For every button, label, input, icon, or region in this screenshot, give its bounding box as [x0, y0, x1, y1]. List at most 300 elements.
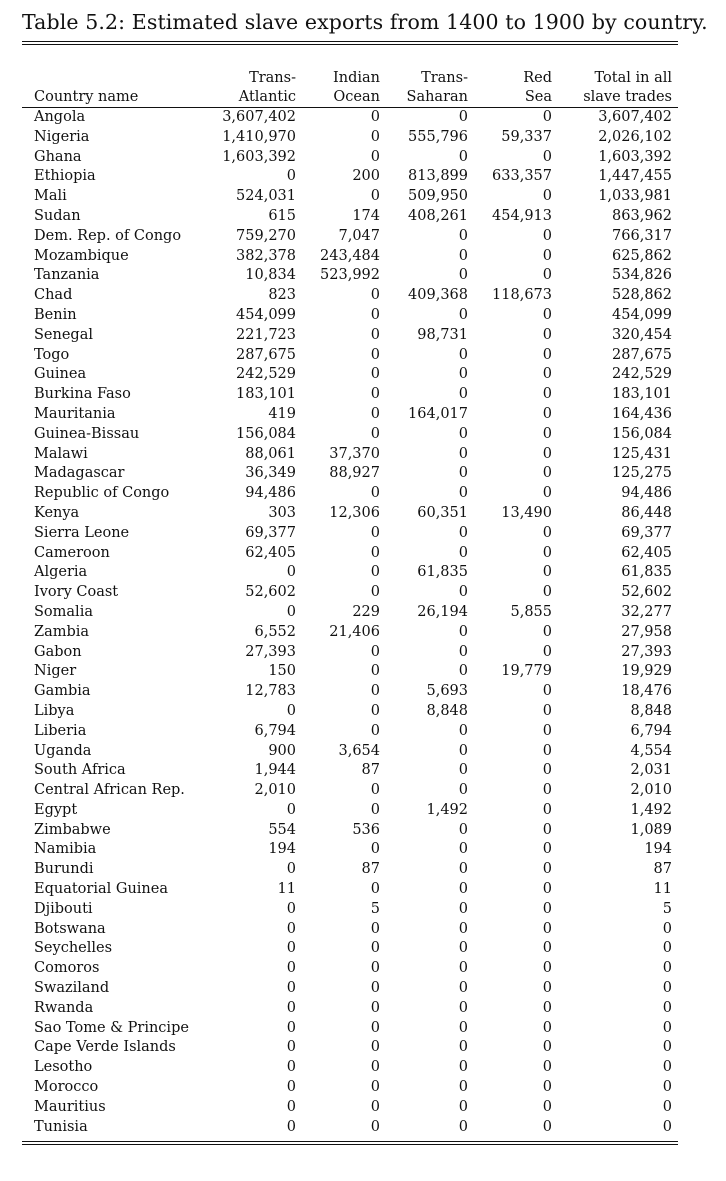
trans-atlantic-cell: 156,084 — [236, 425, 296, 442]
table-row — [22, 662, 678, 682]
indian-ocean-cell: 5 — [370, 900, 380, 917]
trans-saharan-cell: 0 — [458, 1079, 468, 1096]
indian-ocean-cell: 0 — [370, 782, 380, 799]
red-sea-cell: 0 — [542, 564, 552, 581]
country-name-cell: Sudan — [34, 207, 81, 224]
country-name-cell: Benin — [34, 306, 77, 323]
table-row — [22, 1098, 678, 1118]
indian-ocean-cell: 523,992 — [320, 267, 380, 284]
total-cell: 528,862 — [612, 287, 672, 304]
country-name-cell: Burkina Faso — [34, 386, 131, 403]
trans-saharan-cell: 0 — [458, 940, 468, 957]
total-cell: 62,405 — [621, 544, 672, 561]
trans-atlantic-cell: 0 — [286, 564, 296, 581]
trans-atlantic-cell: 759,270 — [236, 227, 296, 244]
red-sea-cell: 0 — [542, 821, 552, 838]
country-name-cell: Angola — [34, 109, 86, 125]
red-sea-cell: 0 — [542, 782, 552, 799]
red-sea-cell: 0 — [542, 841, 552, 858]
red-sea-cell: 0 — [542, 762, 552, 779]
table-row — [22, 860, 678, 880]
trans-saharan-cell: 0 — [458, 742, 468, 759]
red-sea-cell: 633,357 — [492, 168, 552, 185]
trans-saharan-cell: 5,693 — [426, 683, 468, 700]
indian-ocean-cell: 243,484 — [320, 247, 380, 264]
table-row — [22, 425, 678, 445]
total-cell: 52,602 — [621, 584, 672, 601]
total-cell: 242,529 — [612, 366, 672, 383]
red-sea-cell: 0 — [542, 999, 552, 1016]
table-row — [22, 187, 678, 207]
red-sea-cell: 0 — [542, 881, 552, 898]
total-cell: 287,675 — [612, 346, 672, 363]
total-cell: 125,275 — [612, 465, 672, 482]
trans-saharan-cell: 0 — [458, 148, 468, 165]
trans-atlantic-cell: 0 — [286, 999, 296, 1016]
total-cell: 320,454 — [612, 326, 672, 343]
total-cell: 19,929 — [621, 663, 672, 680]
indian-ocean-cell: 229 — [352, 603, 380, 620]
indian-ocean-cell: 0 — [370, 702, 380, 719]
table-row — [22, 1118, 678, 1138]
red-sea-cell: 0 — [542, 366, 552, 383]
total-cell: 0 — [662, 940, 672, 957]
red-sea-cell: 0 — [542, 227, 552, 244]
total-cell: 1,089 — [630, 821, 672, 838]
country-name-cell: Ghana — [34, 148, 82, 165]
total-cell: 18,476 — [621, 683, 672, 700]
header-total-line1: Total in all — [594, 70, 672, 86]
table-row — [22, 840, 678, 860]
total-cell: 625,862 — [612, 247, 672, 264]
red-sea-cell: 0 — [542, 188, 552, 205]
table-row — [22, 563, 678, 583]
indian-ocean-cell: 0 — [370, 1019, 380, 1036]
country-name-cell: Madagascar — [34, 465, 125, 482]
table-row — [22, 999, 678, 1019]
red-sea-cell: 0 — [542, 801, 552, 818]
indian-ocean-cell: 0 — [370, 306, 380, 323]
trans-atlantic-cell: 0 — [286, 1098, 296, 1115]
total-cell: 0 — [662, 960, 672, 977]
slave-exports-table — [22, 69, 678, 1137]
trans-saharan-cell: 98,731 — [417, 326, 468, 343]
table-row — [22, 544, 678, 564]
header-row-top — [22, 69, 678, 88]
total-cell: 183,101 — [612, 386, 672, 403]
table-row — [22, 583, 678, 603]
indian-ocean-cell: 0 — [370, 841, 380, 858]
red-sea-cell: 0 — [542, 405, 552, 422]
indian-ocean-cell: 12,306 — [329, 504, 380, 521]
country-name-cell: Somalia — [34, 603, 93, 620]
red-sea-cell: 0 — [542, 544, 552, 561]
table-row — [22, 920, 678, 940]
red-sea-cell: 19,779 — [501, 663, 552, 680]
table-row — [22, 742, 678, 762]
red-sea-cell: 0 — [542, 1079, 552, 1096]
country-name-cell: Liberia — [34, 722, 87, 739]
table-row — [22, 207, 678, 227]
header-trans-saharan-line2: Saharan — [386, 88, 474, 108]
country-name-cell: Lesotho — [34, 1059, 93, 1076]
trans-saharan-cell: 0 — [458, 861, 468, 878]
red-sea-cell: 0 — [542, 346, 552, 363]
trans-saharan-cell: 0 — [458, 227, 468, 244]
table-row — [22, 445, 678, 465]
total-cell: 11 — [653, 881, 672, 898]
indian-ocean-cell: 0 — [370, 366, 380, 383]
red-sea-cell: 0 — [542, 920, 552, 937]
country-name-cell: Ivory Coast — [34, 584, 119, 601]
trans-saharan-cell: 8,848 — [426, 702, 468, 719]
indian-ocean-cell: 0 — [370, 287, 380, 304]
trans-atlantic-cell: 88,061 — [245, 445, 296, 462]
red-sea-cell: 0 — [542, 584, 552, 601]
header-indian-ocean-line1: Indian — [333, 70, 380, 86]
red-sea-cell: 0 — [542, 306, 552, 323]
country-name-cell: Sao Tome & Principe — [34, 1019, 189, 1036]
indian-ocean-cell: 536 — [352, 821, 380, 838]
trans-atlantic-cell: 11 — [277, 881, 296, 898]
red-sea-cell: 0 — [542, 623, 552, 640]
indian-ocean-cell: 0 — [370, 999, 380, 1016]
country-name-cell: Nigeria — [34, 128, 90, 145]
country-name-cell: Algeria — [34, 564, 88, 581]
red-sea-cell: 0 — [542, 326, 552, 343]
total-cell: 0 — [662, 1059, 672, 1076]
trans-atlantic-cell: 194 — [268, 841, 296, 858]
trans-saharan-cell: 0 — [458, 485, 468, 502]
indian-ocean-cell: 0 — [370, 663, 380, 680]
indian-ocean-cell: 0 — [370, 643, 380, 660]
trans-saharan-cell: 0 — [458, 782, 468, 799]
trans-saharan-cell: 0 — [458, 900, 468, 917]
country-name-cell: Comoros — [34, 960, 100, 977]
total-cell: 766,317 — [612, 227, 672, 244]
country-name-cell: Togo — [34, 346, 70, 363]
trans-saharan-cell: 0 — [458, 960, 468, 977]
total-cell: 32,277 — [621, 603, 672, 620]
indian-ocean-cell: 200 — [352, 168, 380, 185]
indian-ocean-cell: 87 — [361, 762, 380, 779]
indian-ocean-cell: 0 — [370, 1059, 380, 1076]
country-name-cell: Tanzania — [34, 267, 100, 284]
trans-atlantic-cell: 1,603,392 — [222, 148, 296, 165]
trans-saharan-cell: 0 — [458, 999, 468, 1016]
country-name-cell: Mali — [34, 188, 67, 205]
total-cell: 156,084 — [612, 425, 672, 442]
trans-saharan-cell: 0 — [458, 346, 468, 363]
total-cell: 1,492 — [630, 801, 672, 818]
table-row — [22, 385, 678, 405]
indian-ocean-cell: 0 — [370, 564, 380, 581]
indian-ocean-cell: 0 — [370, 584, 380, 601]
trans-atlantic-cell: 0 — [286, 940, 296, 957]
trans-saharan-cell: 0 — [458, 1118, 468, 1135]
indian-ocean-cell: 7,047 — [338, 227, 380, 244]
indian-ocean-cell: 37,370 — [329, 445, 380, 462]
country-name-cell: Gabon — [34, 643, 82, 660]
indian-ocean-cell: 0 — [370, 485, 380, 502]
trans-saharan-cell: 61,835 — [417, 564, 468, 581]
red-sea-cell: 0 — [542, 980, 552, 997]
indian-ocean-cell: 0 — [370, 980, 380, 997]
trans-saharan-cell: 0 — [458, 267, 468, 284]
header-red-sea-line1: Red — [523, 70, 552, 86]
table-header — [22, 69, 678, 108]
country-name-cell: Uganda — [34, 742, 92, 759]
table-row — [22, 464, 678, 484]
red-sea-cell: 0 — [542, 861, 552, 878]
country-name-cell: Burundi — [34, 861, 94, 878]
trans-atlantic-cell: 0 — [286, 1039, 296, 1056]
total-cell: 5 — [662, 900, 672, 917]
header-total-line2: slave trades — [558, 88, 678, 108]
country-name-cell: Kenya — [34, 504, 80, 521]
red-sea-cell: 0 — [542, 445, 552, 462]
country-name-cell: Tunisia — [34, 1118, 88, 1135]
table-row — [22, 702, 678, 722]
trans-saharan-cell: 0 — [458, 1098, 468, 1115]
table-row — [22, 306, 678, 326]
red-sea-cell: 118,673 — [492, 287, 552, 304]
indian-ocean-cell: 87 — [361, 861, 380, 878]
country-name-cell: Mozambique — [34, 247, 129, 264]
header-country: Country name — [22, 88, 218, 108]
red-sea-cell: 0 — [542, 425, 552, 442]
red-sea-cell: 0 — [542, 267, 552, 284]
red-sea-cell: 0 — [542, 1019, 552, 1036]
trans-saharan-cell: 0 — [458, 980, 468, 997]
total-cell: 194 — [644, 841, 672, 858]
total-cell: 69,377 — [621, 524, 672, 541]
total-cell: 2,026,102 — [598, 128, 672, 145]
trans-saharan-cell: 0 — [458, 762, 468, 779]
total-cell: 2,031 — [630, 762, 672, 779]
trans-saharan-cell: 0 — [458, 841, 468, 858]
red-sea-cell: 0 — [542, 1118, 552, 1135]
table-row — [22, 880, 678, 900]
country-name-cell: Djibouti — [34, 900, 93, 917]
trans-atlantic-cell: 419 — [268, 405, 296, 422]
top-double-rule — [22, 41, 678, 45]
trans-atlantic-cell: 0 — [286, 920, 296, 937]
total-cell: 0 — [662, 1098, 672, 1115]
trans-saharan-cell: 0 — [458, 524, 468, 541]
country-name-cell: Botswana — [34, 920, 106, 937]
trans-saharan-cell: 408,261 — [408, 207, 468, 224]
table-row — [22, 722, 678, 742]
trans-atlantic-cell: 6,552 — [254, 623, 296, 640]
total-cell: 4,554 — [630, 742, 672, 759]
header-indian-ocean-line2: Ocean — [302, 88, 386, 108]
indian-ocean-cell: 174 — [352, 207, 380, 224]
total-cell: 0 — [662, 999, 672, 1016]
country-name-cell: Malawi — [34, 445, 88, 462]
trans-atlantic-cell: 69,377 — [245, 524, 296, 541]
red-sea-cell: 0 — [542, 247, 552, 264]
red-sea-cell: 0 — [542, 643, 552, 660]
red-sea-cell: 0 — [542, 722, 552, 739]
trans-saharan-cell: 0 — [458, 544, 468, 561]
total-cell: 61,835 — [621, 564, 672, 581]
trans-atlantic-cell: 0 — [286, 1079, 296, 1096]
header-country-spacer — [22, 69, 218, 88]
trans-atlantic-cell: 0 — [286, 900, 296, 917]
table-row — [22, 939, 678, 959]
indian-ocean-cell: 0 — [370, 326, 380, 343]
trans-saharan-cell: 0 — [458, 247, 468, 264]
indian-ocean-cell: 0 — [370, 801, 380, 818]
trans-atlantic-cell: 242,529 — [236, 366, 296, 383]
trans-atlantic-cell: 0 — [286, 1019, 296, 1036]
total-cell: 87 — [653, 861, 672, 878]
trans-saharan-cell: 0 — [458, 1059, 468, 1076]
bottom-double-rule — [22, 1141, 678, 1145]
trans-atlantic-cell: 6,794 — [254, 722, 296, 739]
indian-ocean-cell: 21,406 — [329, 623, 380, 640]
country-name-cell: Libya — [34, 702, 75, 719]
trans-atlantic-cell: 454,099 — [236, 306, 296, 323]
table-row — [22, 682, 678, 702]
table-row — [22, 643, 678, 663]
indian-ocean-cell: 0 — [370, 1118, 380, 1135]
trans-atlantic-cell: 1,410,970 — [222, 128, 296, 145]
table-row — [22, 346, 678, 366]
trans-saharan-cell: 813,899 — [408, 168, 468, 185]
header-trans-atlantic-line2: Atlantic — [218, 88, 302, 108]
total-cell: 454,099 — [612, 306, 672, 323]
table-row — [22, 1058, 678, 1078]
red-sea-cell: 0 — [542, 940, 552, 957]
trans-atlantic-cell: 94,486 — [245, 485, 296, 502]
table-body — [22, 108, 678, 1138]
indian-ocean-cell: 0 — [370, 109, 380, 125]
indian-ocean-cell: 0 — [370, 425, 380, 442]
table-row — [22, 484, 678, 504]
country-name-cell: Cape Verde Islands — [34, 1039, 176, 1056]
country-name-cell: Senegal — [34, 326, 93, 343]
table-row — [22, 167, 678, 187]
trans-saharan-cell: 0 — [458, 920, 468, 937]
table-row — [22, 623, 678, 643]
table-row — [22, 128, 678, 148]
red-sea-cell: 454,913 — [492, 207, 552, 224]
red-sea-cell: 0 — [542, 109, 552, 125]
indian-ocean-cell: 0 — [370, 1079, 380, 1096]
trans-atlantic-cell: 0 — [286, 980, 296, 997]
red-sea-cell: 5,855 — [510, 603, 552, 620]
table-row — [22, 1038, 678, 1058]
total-cell: 86,448 — [621, 504, 672, 521]
trans-atlantic-cell: 0 — [286, 603, 296, 620]
indian-ocean-cell: 0 — [370, 128, 380, 145]
trans-atlantic-cell: 0 — [286, 960, 296, 977]
trans-atlantic-cell: 0 — [286, 861, 296, 878]
total-cell: 6,794 — [630, 722, 672, 739]
table-row — [22, 1019, 678, 1039]
red-sea-cell: 0 — [542, 1059, 552, 1076]
trans-saharan-cell: 0 — [458, 584, 468, 601]
indian-ocean-cell: 3,654 — [338, 742, 380, 759]
trans-atlantic-cell: 52,602 — [245, 584, 296, 601]
country-name-cell: Central African Rep. — [34, 782, 185, 799]
indian-ocean-cell: 88,927 — [329, 465, 380, 482]
indian-ocean-cell: 0 — [370, 405, 380, 422]
trans-atlantic-cell: 524,031 — [236, 188, 296, 205]
country-name-cell: Egypt — [34, 801, 78, 818]
trans-saharan-cell: 26,194 — [417, 603, 468, 620]
table-row — [22, 979, 678, 999]
country-name-cell: Rwanda — [34, 999, 94, 1016]
indian-ocean-cell: 0 — [370, 148, 380, 165]
red-sea-cell: 0 — [542, 1098, 552, 1115]
header-trans-atlantic-line1: Trans- — [249, 70, 296, 86]
red-sea-cell: 0 — [542, 960, 552, 977]
red-sea-cell: 0 — [542, 1039, 552, 1056]
table-row — [22, 227, 678, 247]
indian-ocean-cell: 0 — [370, 920, 380, 937]
trans-atlantic-cell: 0 — [286, 168, 296, 185]
table-row — [22, 326, 678, 346]
trans-atlantic-cell: 303 — [268, 504, 296, 521]
trans-saharan-cell: 164,017 — [408, 405, 468, 422]
total-cell: 27,393 — [621, 643, 672, 660]
trans-saharan-cell: 0 — [458, 386, 468, 403]
total-cell: 3,607,402 — [598, 109, 672, 125]
trans-atlantic-cell: 554 — [268, 821, 296, 838]
trans-saharan-cell: 0 — [458, 643, 468, 660]
total-cell: 0 — [662, 1079, 672, 1096]
total-cell: 0 — [662, 1039, 672, 1056]
trans-atlantic-cell: 2,010 — [254, 782, 296, 799]
red-sea-cell: 0 — [542, 148, 552, 165]
total-cell: 125,431 — [612, 445, 672, 462]
total-cell: 0 — [662, 1118, 672, 1135]
red-sea-cell: 0 — [542, 900, 552, 917]
header-row-bottom — [22, 88, 678, 108]
trans-atlantic-cell: 0 — [286, 801, 296, 818]
indian-ocean-cell: 0 — [370, 1039, 380, 1056]
total-cell: 164,436 — [612, 405, 672, 422]
trans-saharan-cell: 0 — [458, 881, 468, 898]
country-name-cell: Guinea-Bissau — [34, 425, 140, 442]
table-row — [22, 524, 678, 544]
table-row — [22, 603, 678, 623]
trans-atlantic-cell: 150 — [268, 663, 296, 680]
trans-saharan-cell: 0 — [458, 109, 468, 125]
total-cell: 863,962 — [612, 207, 672, 224]
indian-ocean-cell: 0 — [370, 524, 380, 541]
total-cell: 1,603,392 — [598, 148, 672, 165]
country-name-cell: Morocco — [34, 1079, 99, 1096]
red-sea-cell: 0 — [542, 386, 552, 403]
indian-ocean-cell: 0 — [370, 346, 380, 363]
country-name-cell: Gambia — [34, 683, 91, 700]
country-name-cell: Swaziland — [34, 980, 110, 997]
indian-ocean-cell: 0 — [370, 960, 380, 977]
table-row — [22, 900, 678, 920]
country-name-cell: Mauritius — [34, 1098, 106, 1115]
country-name-cell: Republic of Congo — [34, 485, 170, 502]
trans-atlantic-cell: 1,944 — [254, 762, 296, 779]
trans-atlantic-cell: 615 — [268, 207, 296, 224]
red-sea-cell: 0 — [542, 683, 552, 700]
table-row — [22, 365, 678, 385]
indian-ocean-cell: 0 — [370, 188, 380, 205]
country-name-cell: Cameroon — [34, 544, 110, 561]
